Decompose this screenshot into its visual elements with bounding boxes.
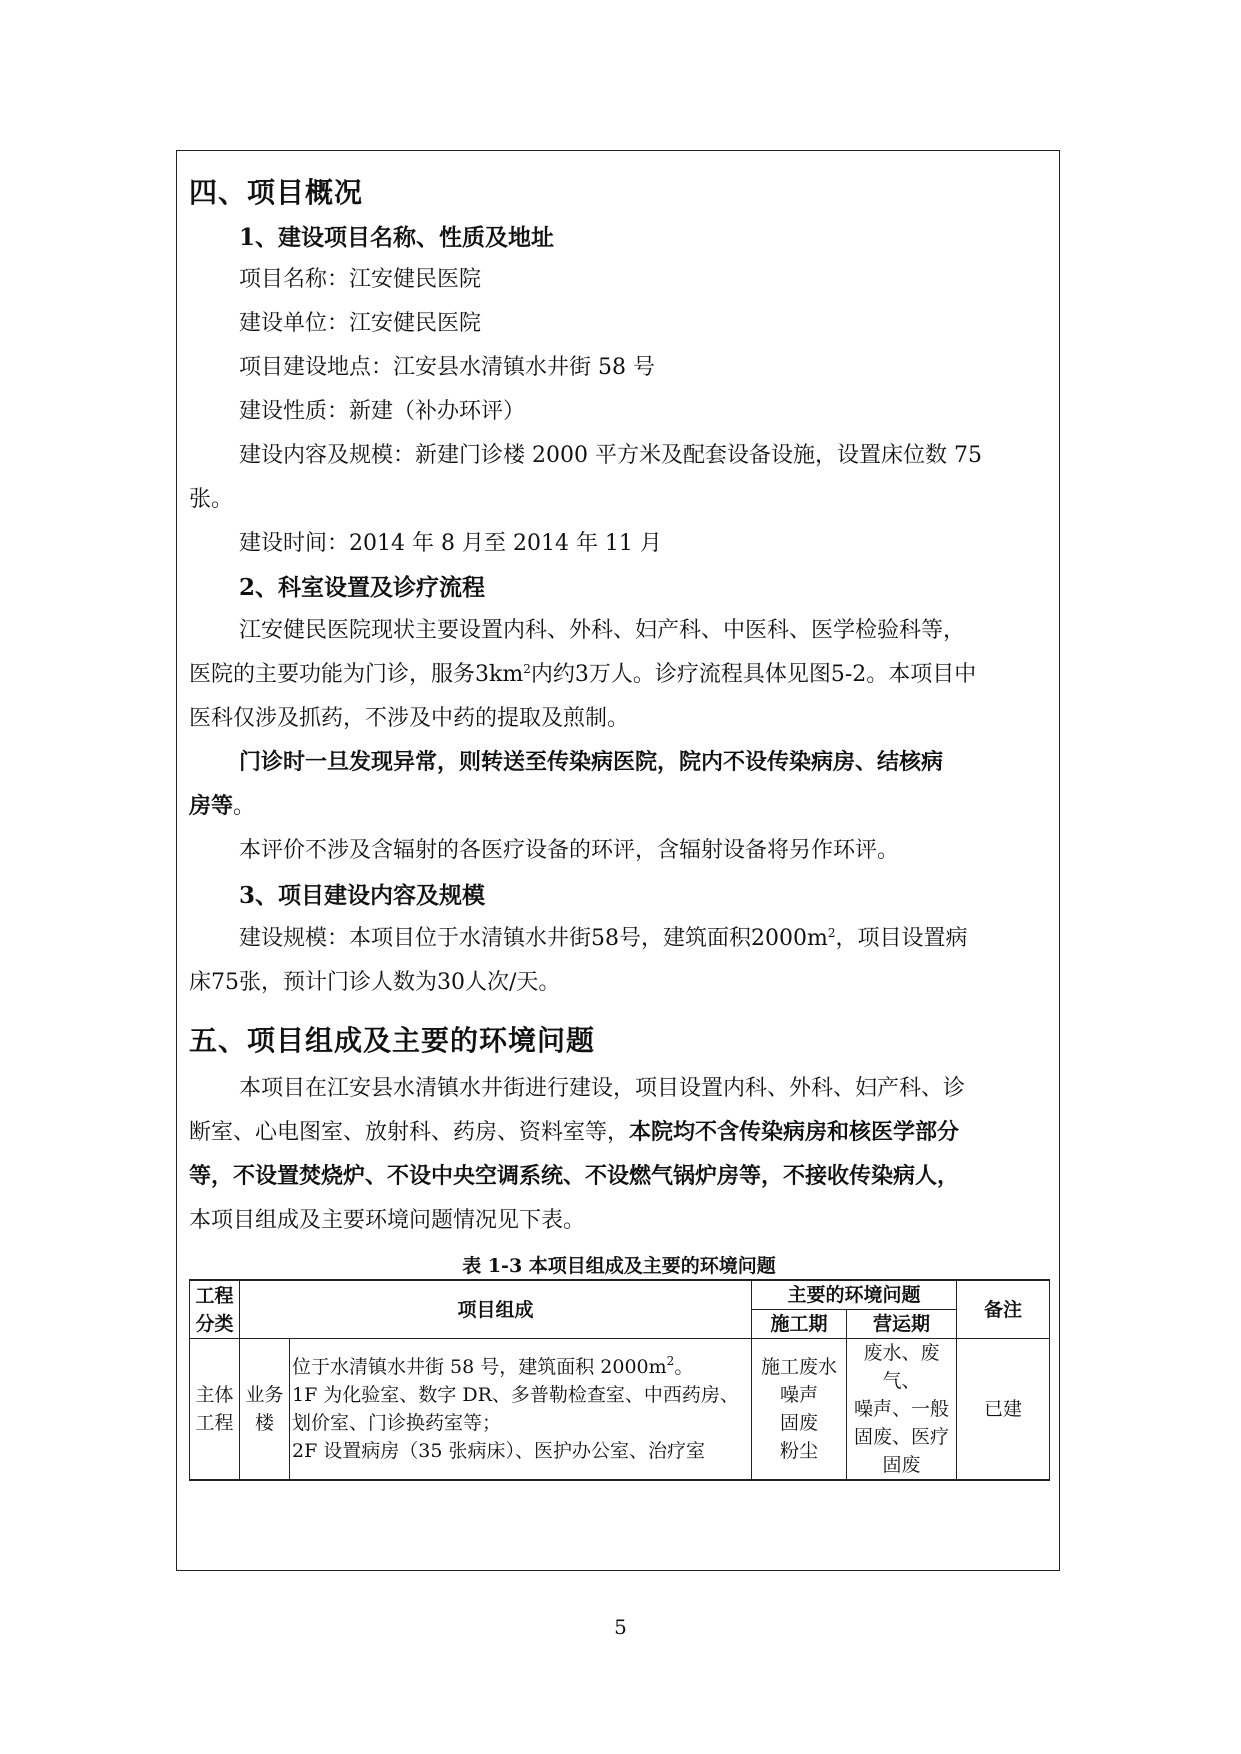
subsection-1-title: 1、建设项目名称、性质及地址 — [239, 224, 555, 251]
row-category: 主体工程 — [190, 1339, 240, 1481]
table-caption: 表 1-3 本项目组成及主要的环境问题 — [462, 1255, 776, 1277]
scale2-line-2: 床75张，预计门诊人数为30人次/天。 — [189, 970, 561, 995]
construction-time: 建设时间：2014 年 8 月至 2014 年 11 月 — [239, 531, 662, 556]
referral-line-2: 房等。 — [189, 793, 256, 819]
header-category: 工程分类 — [190, 1280, 240, 1339]
row-remarks: 已建 — [957, 1339, 1050, 1481]
composition-table — [189, 1279, 1050, 1481]
dept-line-2: 医院的主要功能为门诊，服务$3km^2$内约3万人。诊疗流程具体见图5-2。本项目中 — [189, 662, 977, 687]
referral-line-1: 门诊时一旦发现异常，则转送至传染病医院，院内不设传染病房、结核病 — [239, 749, 944, 775]
dept-line-1: 江安健民医院现状主要设置内科、外科、妇产科、中医科、医学检验科等， — [239, 618, 966, 643]
builder: 建设单位：江安健民医院 — [239, 311, 482, 336]
table-row — [190, 1339, 1050, 1481]
page-number: 5 — [614, 1615, 627, 1639]
row-composition: 位于水清镇水井街 58 号，建筑面积 $2000m^2$。 1F 为化验室、数字 DR、多普勒检查室、中西药房、 划价室、门诊换药室等； 2F 设置病房（35 张病床）、医护办公室、治疗室 — [290, 1339, 752, 1481]
composition-line-3: 等，不设置焚烧炉、不设中央空调系统、不设燃气锅炉房等，不接收传染病人， — [189, 1163, 960, 1189]
row-sub: 业务楼 — [240, 1339, 290, 1481]
project-name: 项目名称：江安健民医院 — [239, 267, 482, 292]
location: 项目建设地点：江安县水清镇水井街 58 号 — [239, 355, 655, 380]
header-construction: 施工期 — [752, 1310, 847, 1339]
dept-line-3: 医科仅涉及抓药，不涉及中药的提取及煎制。 — [189, 706, 630, 731]
row-construction-issues: 施工废水 噪声 固废 粉尘 — [752, 1339, 847, 1481]
scale-line-2: 张。 — [189, 487, 234, 512]
scale-line-1: 建设内容及规模：新建门诊楼 2000 平方米及配套设备设施，设置床位数 75 — [239, 443, 982, 468]
composition-line-4: 本项目组成及主要环境问题情况见下表。 — [189, 1208, 586, 1233]
section-4-title: 四、项目概况 — [189, 176, 364, 209]
row-operation-issues: 废水、废气、 噪声、一般 固废、医疗 固废 — [847, 1339, 957, 1481]
header-env-issues: 主要的环境问题 — [752, 1280, 957, 1310]
content-frame — [176, 150, 1060, 1571]
section-5-title: 五、项目组成及主要的环境问题 — [189, 1024, 596, 1057]
header-remarks: 备注 — [957, 1280, 1050, 1339]
radiation-note: 本评价不涉及含辐射的各医疗设备的环评，含辐射设备将另作环评。 — [239, 838, 900, 863]
header-operation: 营运期 — [847, 1310, 957, 1339]
composition-line-1: 本项目在江安县水清镇水井街进行建设，项目设置内科、外科、妇产科、诊 — [239, 1076, 966, 1101]
nature: 建设性质：新建（补办环评） — [239, 399, 526, 424]
subsection-2-title: 2、科室设置及诊疗流程 — [239, 574, 486, 601]
scale2-line-1: 建设规模：本项目位于水清镇水井街58号，建筑面积$2000m^2$，项目设置病 — [239, 926, 968, 951]
subsection-3-title: 3、项目建设内容及规模 — [239, 882, 486, 909]
table-header-row — [190, 1280, 1050, 1310]
header-composition: 项目组成 — [240, 1280, 752, 1339]
composition-line-2: 断室、心电图室、放射科、药房、资料室等，本院均不含传染病房和核医学部分 — [189, 1119, 960, 1145]
